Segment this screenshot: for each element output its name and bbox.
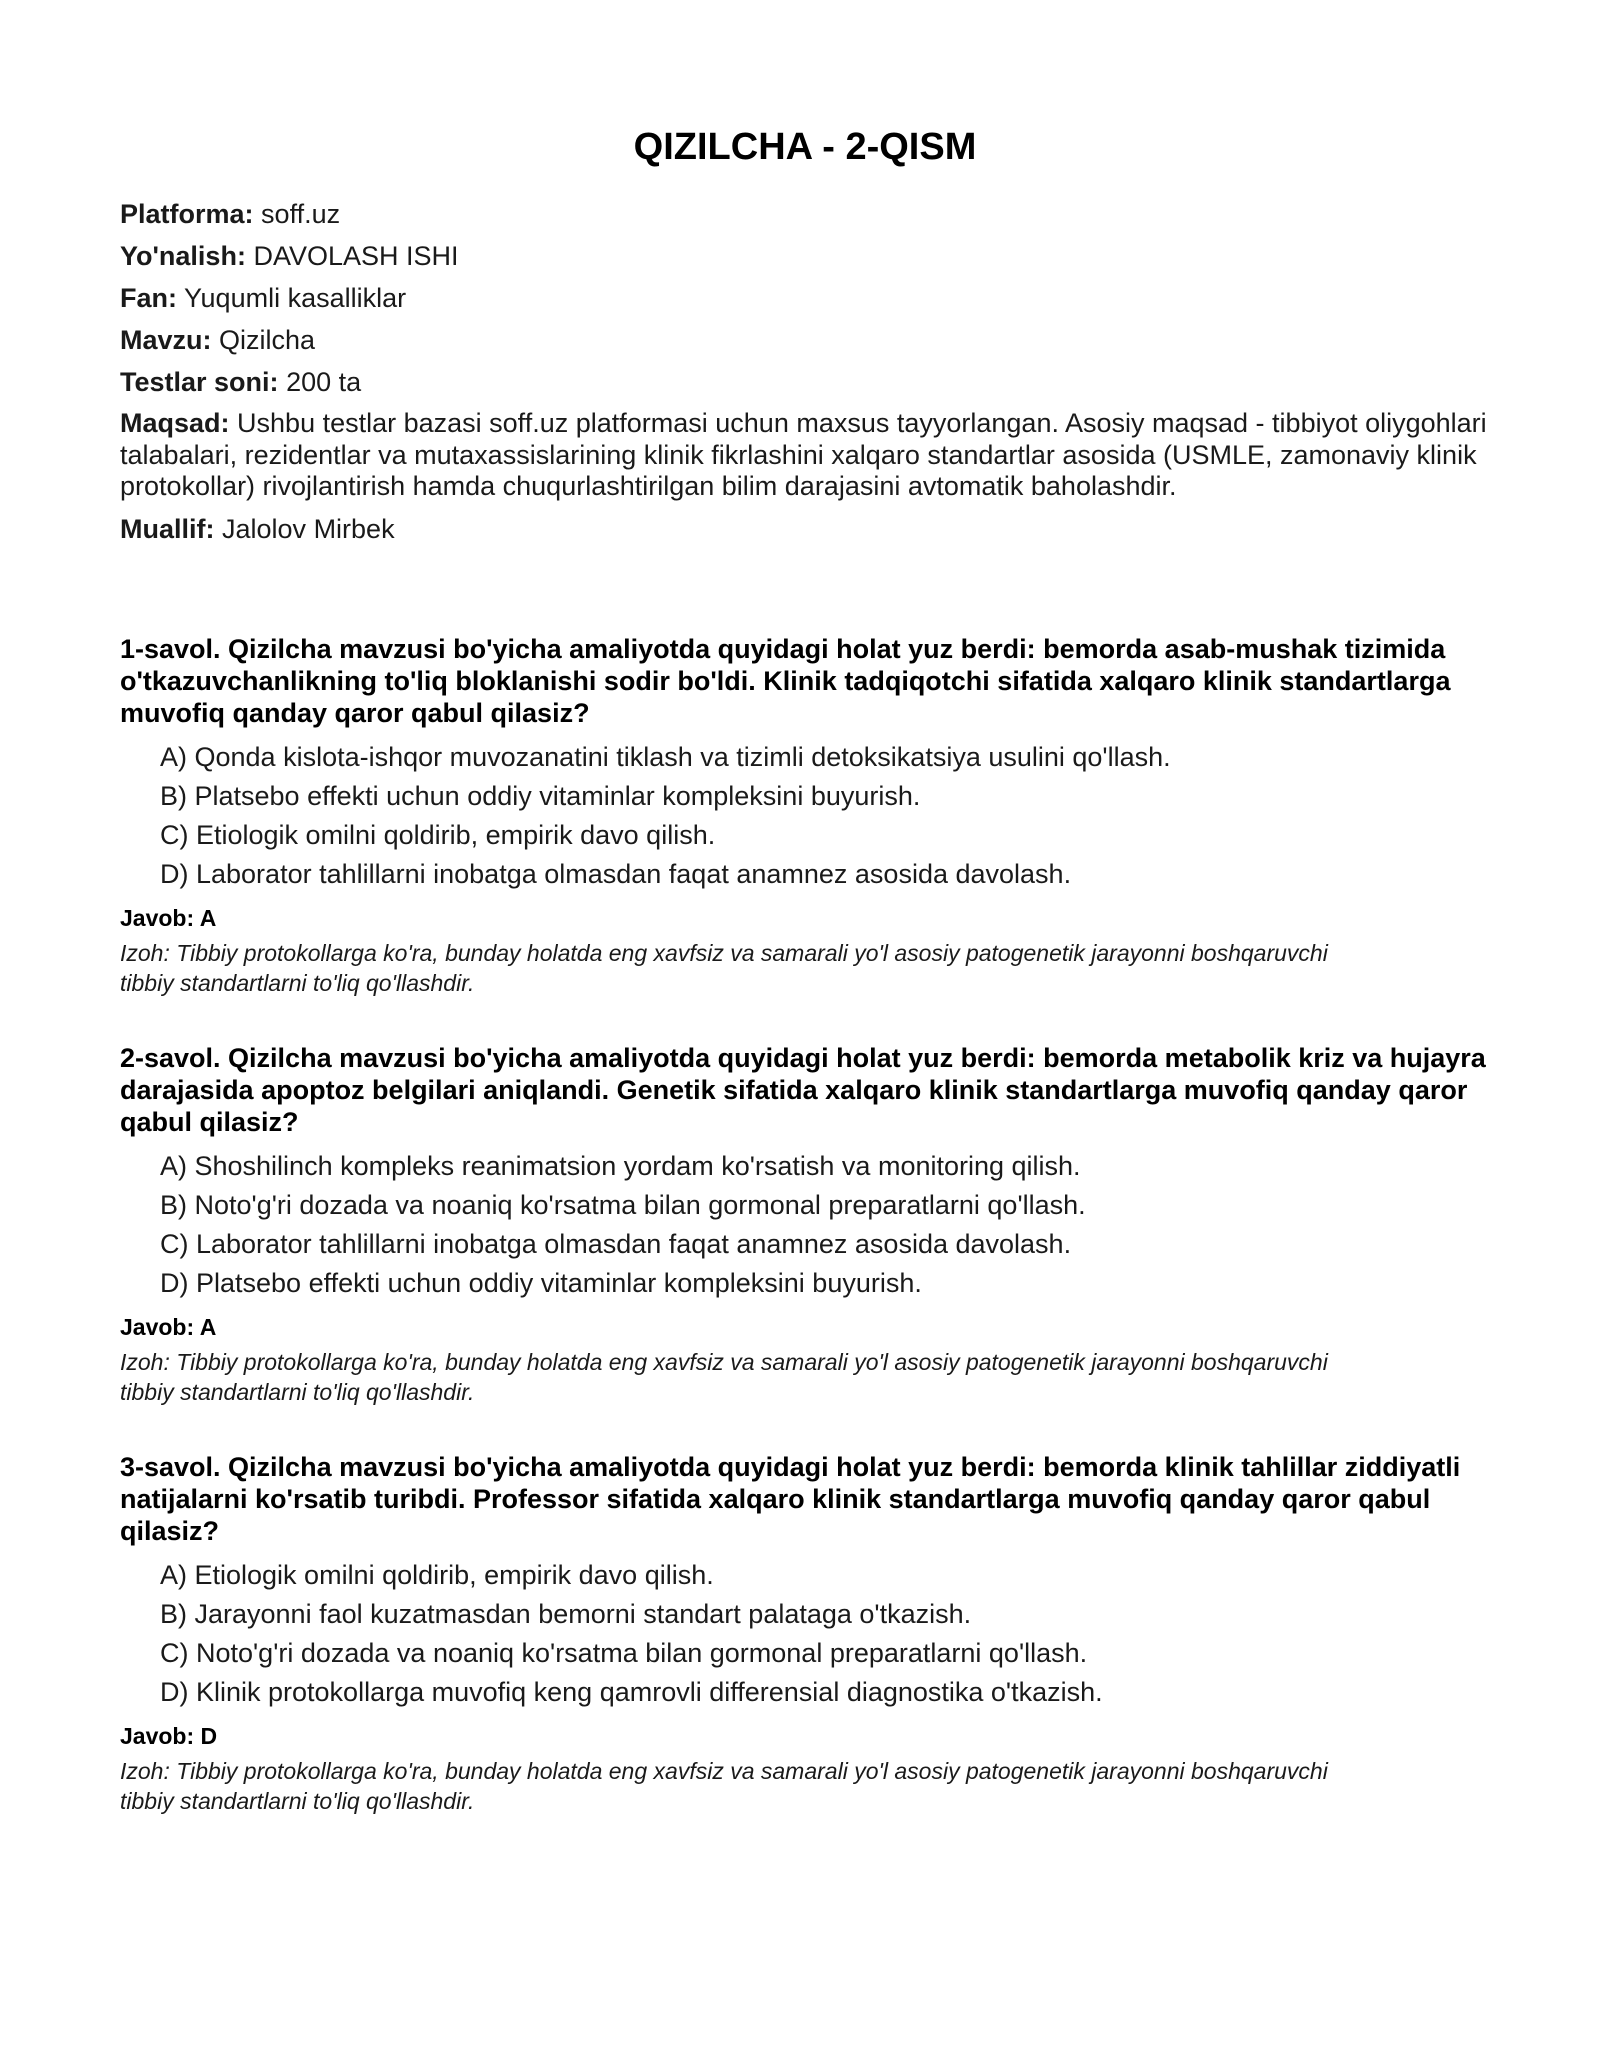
option-c: C) Etiologik omilni qoldirib, empirik davo qilish. bbox=[160, 819, 716, 850]
question-text: 2-savol. Qizilcha mavzusi bo'yicha amaliyotda quyidagi holat yuz berdi: bemorda metabolik kriz va hujayra darajasida apoptoz belgilari aniqlandi. Genetik sifatida xalqaro klinik standartlarga muvofiq qanday qaror qabul qilasiz? bbox=[120, 1042, 1486, 1137]
meta-count-label: Testlar soni: bbox=[120, 367, 279, 397]
answer-label: Javob: bbox=[120, 1722, 195, 1749]
option-d: D) Laborator tahlillarni inobatga olmasdan faqat anamnez asosida davolash. bbox=[160, 858, 1072, 889]
meta-platform-label: Platforma: bbox=[120, 199, 254, 229]
answer-value: A bbox=[199, 1313, 217, 1340]
meta-platform-value: soff.uz bbox=[261, 199, 341, 229]
option-a: A) Etiologik omilni qoldirib, empirik davo qilish. bbox=[160, 1559, 714, 1590]
meta-topic-value: Qizilcha bbox=[219, 325, 316, 355]
meta-author bbox=[120, 513, 1490, 545]
option-b: B) Jarayonni faol kuzatmasdan bemorni standart palataga o'tkazish. bbox=[160, 1598, 972, 1629]
answer-value: D bbox=[200, 1722, 218, 1749]
meta-goal bbox=[120, 408, 1490, 503]
option-b: B) Noto'g'ri dozada va noaniq ko'rsatma bilan gormonal preparatlarni qo'llash. bbox=[160, 1189, 1086, 1220]
meta-subject-label: Fan: bbox=[120, 283, 177, 313]
question-text: 3-savol. Qizilcha mavzusi bo'yicha amaliyotda quyidagi holat yuz berdi: bemorda klinik tahlillar ziddiyatli natijalarni ko'rsatib turibdi. Professor sifatida xalqaro klinik standartlarga muvofiq qanday qaror qabul qilasiz? bbox=[120, 1451, 1461, 1546]
answer-line bbox=[120, 1722, 1490, 1750]
option-list bbox=[120, 1559, 1490, 1708]
question-text: 1-savol. Qizilcha mavzusi bo'yicha amaliyotda quyidagi holat yuz berdi: bemorda asab-mushak tizimida o'tkazuvchanlikning to'liq bloklanishi sodir bo'ldi. Klinik tadqiqotchi sifatida xalqaro klinik standartlarga muvofiq qanday qaror qabul qilasiz? bbox=[120, 633, 1451, 728]
meta-count bbox=[120, 366, 1490, 398]
option-list bbox=[120, 1150, 1490, 1299]
question-item bbox=[120, 633, 1490, 998]
meta-direction-label: Yo'nalish: bbox=[120, 241, 246, 271]
meta-platform bbox=[120, 198, 1490, 230]
answer-label: Javob: bbox=[120, 1313, 195, 1340]
question-item bbox=[120, 1451, 1490, 1816]
answer-label: Javob: bbox=[120, 904, 195, 931]
option-a: A) Qonda kislota-ishqor muvozanatini tiklash va tizimli detoksikatsiya usulini qo'llash. bbox=[160, 741, 1171, 772]
answer-value: A bbox=[199, 904, 217, 931]
option-d: D) Klinik protokollarga muvofiq keng qamrovli differensial diagnostika o'tkazish. bbox=[160, 1676, 1103, 1707]
document-meta bbox=[120, 198, 1490, 545]
meta-subject bbox=[120, 282, 1490, 314]
meta-author-label: Muallif: bbox=[120, 513, 215, 544]
option-c: C) Noto'g'ri dozada va noaniq ko'rsatma bilan gormonal preparatlarni qo'llash. bbox=[160, 1637, 1088, 1668]
option-c: C) Laborator tahlillarni inobatga olmasdan faqat anamnez asosida davolash. bbox=[160, 1228, 1072, 1259]
option-list bbox=[120, 741, 1490, 890]
document-page bbox=[120, 0, 1490, 1860]
meta-author-value: Jalolov Mirbek bbox=[222, 513, 395, 544]
option-b: B) Platsebo effekti uchun oddiy vitaminlar kompleksini buyurish. bbox=[160, 780, 921, 811]
meta-goal-value: Ushbu testlar bazasi soff.uz platformasi uchun maxsus tayyorlangan. Asosiy maqsad - tibbiyot oliygohlari talabalari, rezidentlar va mutaxassislarining klinik fikrlashini xalqaro standartlar asosida (USMLE, zamonaviy klinik protokollar) rivojlantirish hamda chuqurlashtirilgan bilim darajasini avtomatik baholashdir. bbox=[120, 408, 1487, 501]
explanation-note: Izoh: Tibbiy protokollarga ko'ra, bunday holatda eng xavfsiz va samarali yo'l asosiy patogenetik jarayonni boshqaruvchi tibbiy standartlarni to'liq qo'llashdir. bbox=[120, 1348, 1328, 1405]
explanation-note: Izoh: Tibbiy protokollarga ko'ra, bunday holatda eng xavfsiz va samarali yo'l asosiy patogenetik jarayonni boshqaruvchi tibbiy standartlarni to'liq qo'llashdir. bbox=[120, 939, 1328, 996]
answer-line bbox=[120, 904, 1490, 932]
meta-direction bbox=[120, 240, 1490, 272]
meta-direction-value: DAVOLASH ISHI bbox=[253, 241, 459, 271]
answer-line bbox=[120, 1313, 1490, 1341]
meta-subject-value: Yuqumli kasalliklar bbox=[184, 283, 407, 313]
meta-topic-label: Mavzu: bbox=[120, 325, 212, 355]
option-d: D) Platsebo effekti uchun oddiy vitaminlar kompleksini buyurish. bbox=[160, 1267, 922, 1298]
question-item bbox=[120, 1042, 1490, 1407]
meta-count-value: 200 ta bbox=[286, 367, 362, 397]
document-title: QIZILCHA - 2-QISM bbox=[633, 126, 977, 168]
explanation-note: Izoh: Tibbiy protokollarga ko'ra, bunday holatda eng xavfsiz va samarali yo'l asosiy patogenetik jarayonni boshqaruvchi tibbiy standartlarni to'liq qo'llashdir. bbox=[120, 1757, 1328, 1814]
meta-goal-label: Maqsad: bbox=[120, 408, 230, 438]
question-list bbox=[120, 633, 1490, 1816]
meta-topic bbox=[120, 324, 1490, 356]
option-a: A) Shoshilinch kompleks reanimatsion yordam ko'rsatish va monitoring qilish. bbox=[160, 1150, 1081, 1181]
